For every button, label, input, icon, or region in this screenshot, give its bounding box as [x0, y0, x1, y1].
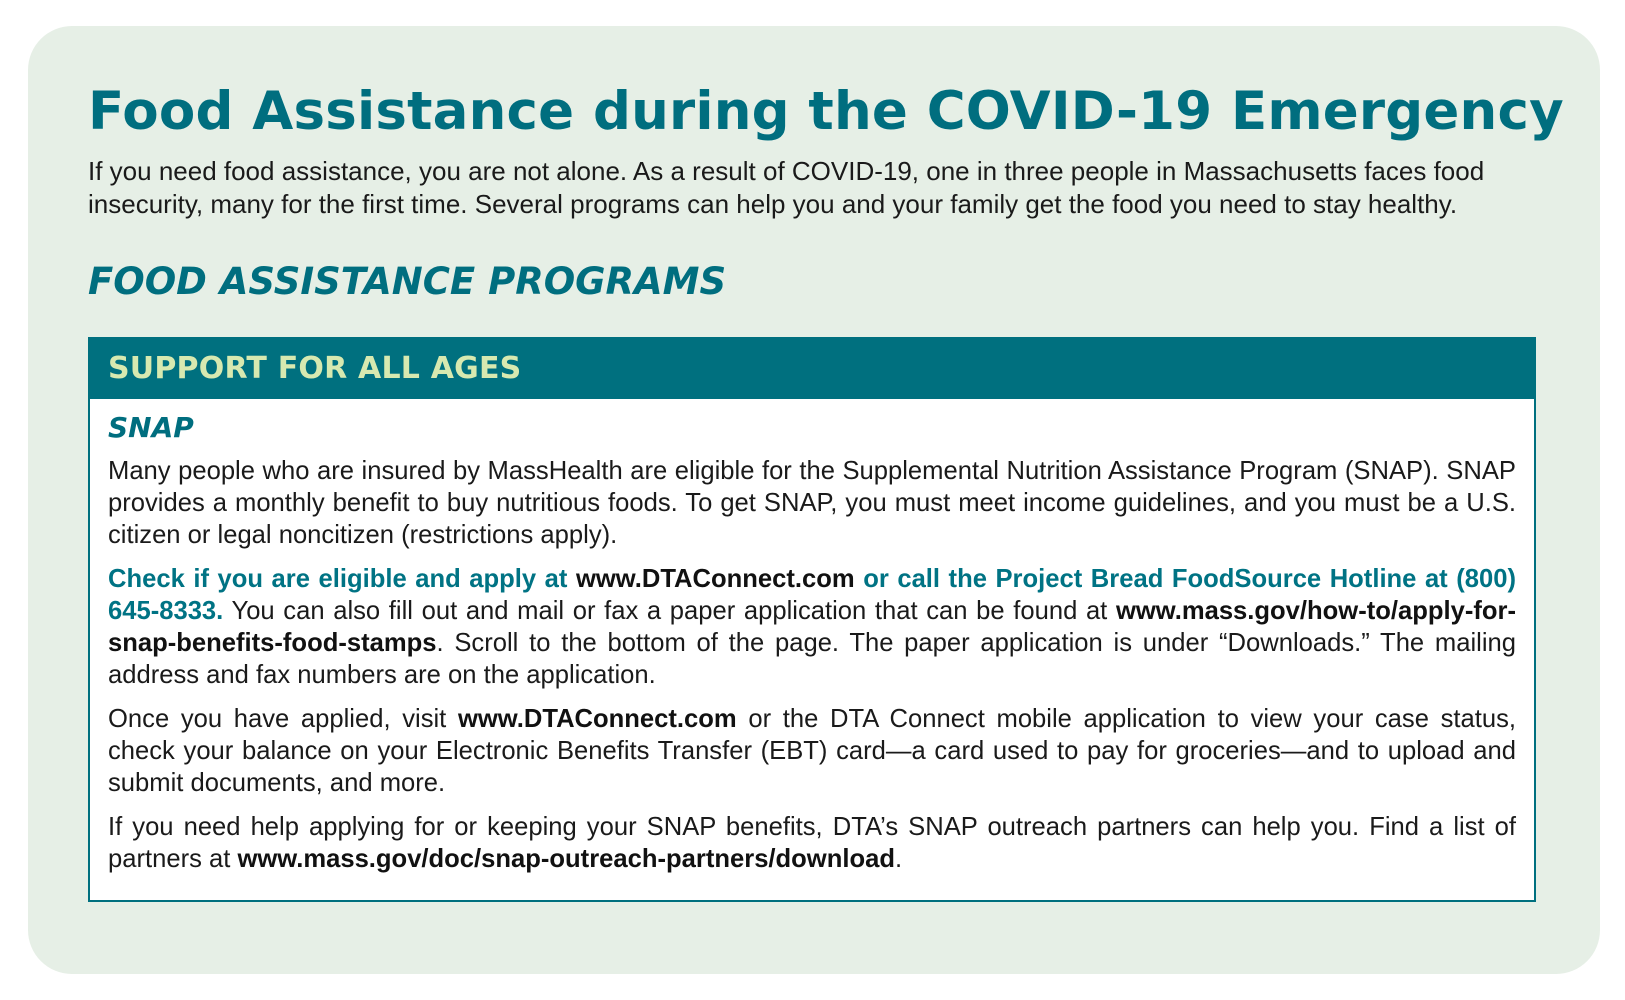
- snap-application-link[interactable]: www.mass.gov/how-to/apply-for-snap-benefits-food-stamps: [108, 597, 1516, 657]
- status-lead-text: Once you have applied, visit: [108, 705, 458, 733]
- partners-lead-text: If you need help applying for or keeping your SNAP benefits, DTA’s SNAP outreach partners can help you. Find a list of partners at: [108, 813, 1516, 873]
- downloads-text: . Scroll to the bottom of the page. The paper application is under “Downloads.” The mailing address and fax numbers are on the application.: [108, 629, 1516, 689]
- section-heading: FOOD ASSISTANCE PROGRAMS: [88, 260, 727, 303]
- box-header: SUPPORT FOR ALL AGES: [90, 339, 1534, 399]
- partners-tail-text: .: [894, 845, 903, 873]
- apply-lead-text: Check if you are eligible and apply at: [108, 565, 568, 593]
- snap-apply-paragraph: [108, 563, 1516, 691]
- dta-connect-link-2[interactable]: www.DTAConnect.com: [457, 705, 737, 733]
- program-box: [88, 337, 1536, 902]
- program-name-snap: SNAP: [108, 411, 194, 444]
- dta-connect-link[interactable]: www.DTAConnect.com: [575, 565, 855, 593]
- snap-partners-paragraph: [108, 811, 1516, 875]
- page-title: Food Assistance during the COVID-19 Emergency: [88, 81, 1564, 142]
- intro-paragraph: If you need food assistance, you are not alone. As a result of COVID-19, one in three people in Massachusetts faces food insecurity, many for the first time. Several programs can help you and your family get the food you need to stay healthy.: [88, 156, 1485, 219]
- box-body: [90, 399, 1534, 875]
- hotline-text: or call the Project Bread FoodSource Hotline at (800) 645-8333.: [108, 565, 1516, 625]
- status-tail-text: or the DTA Connect mobile application to view your case status, check your balance on your Electronic Benefits Transfer (EBT) card—a card used to pay for groceries—and to upload and submit documents, and more.: [108, 705, 1516, 797]
- snap-status-paragraph: [108, 703, 1516, 799]
- snap-description: Many people who are insured by MassHealth are eligible for the Supplemental Nutrition Assistance Program (SNAP). SNAP provides a monthly benefit to buy nutritious foods. To get SNAP, you must meet income guidelines, and you must be a U.S. citizen or legal noncitizen (restrictions apply).: [108, 457, 1516, 549]
- outreach-partners-link[interactable]: www.mass.gov/doc/snap-outreach-partners/download: [237, 845, 895, 873]
- paper-application-text: You can also fill out and mail or fax a paper application that can be found at: [231, 597, 1108, 625]
